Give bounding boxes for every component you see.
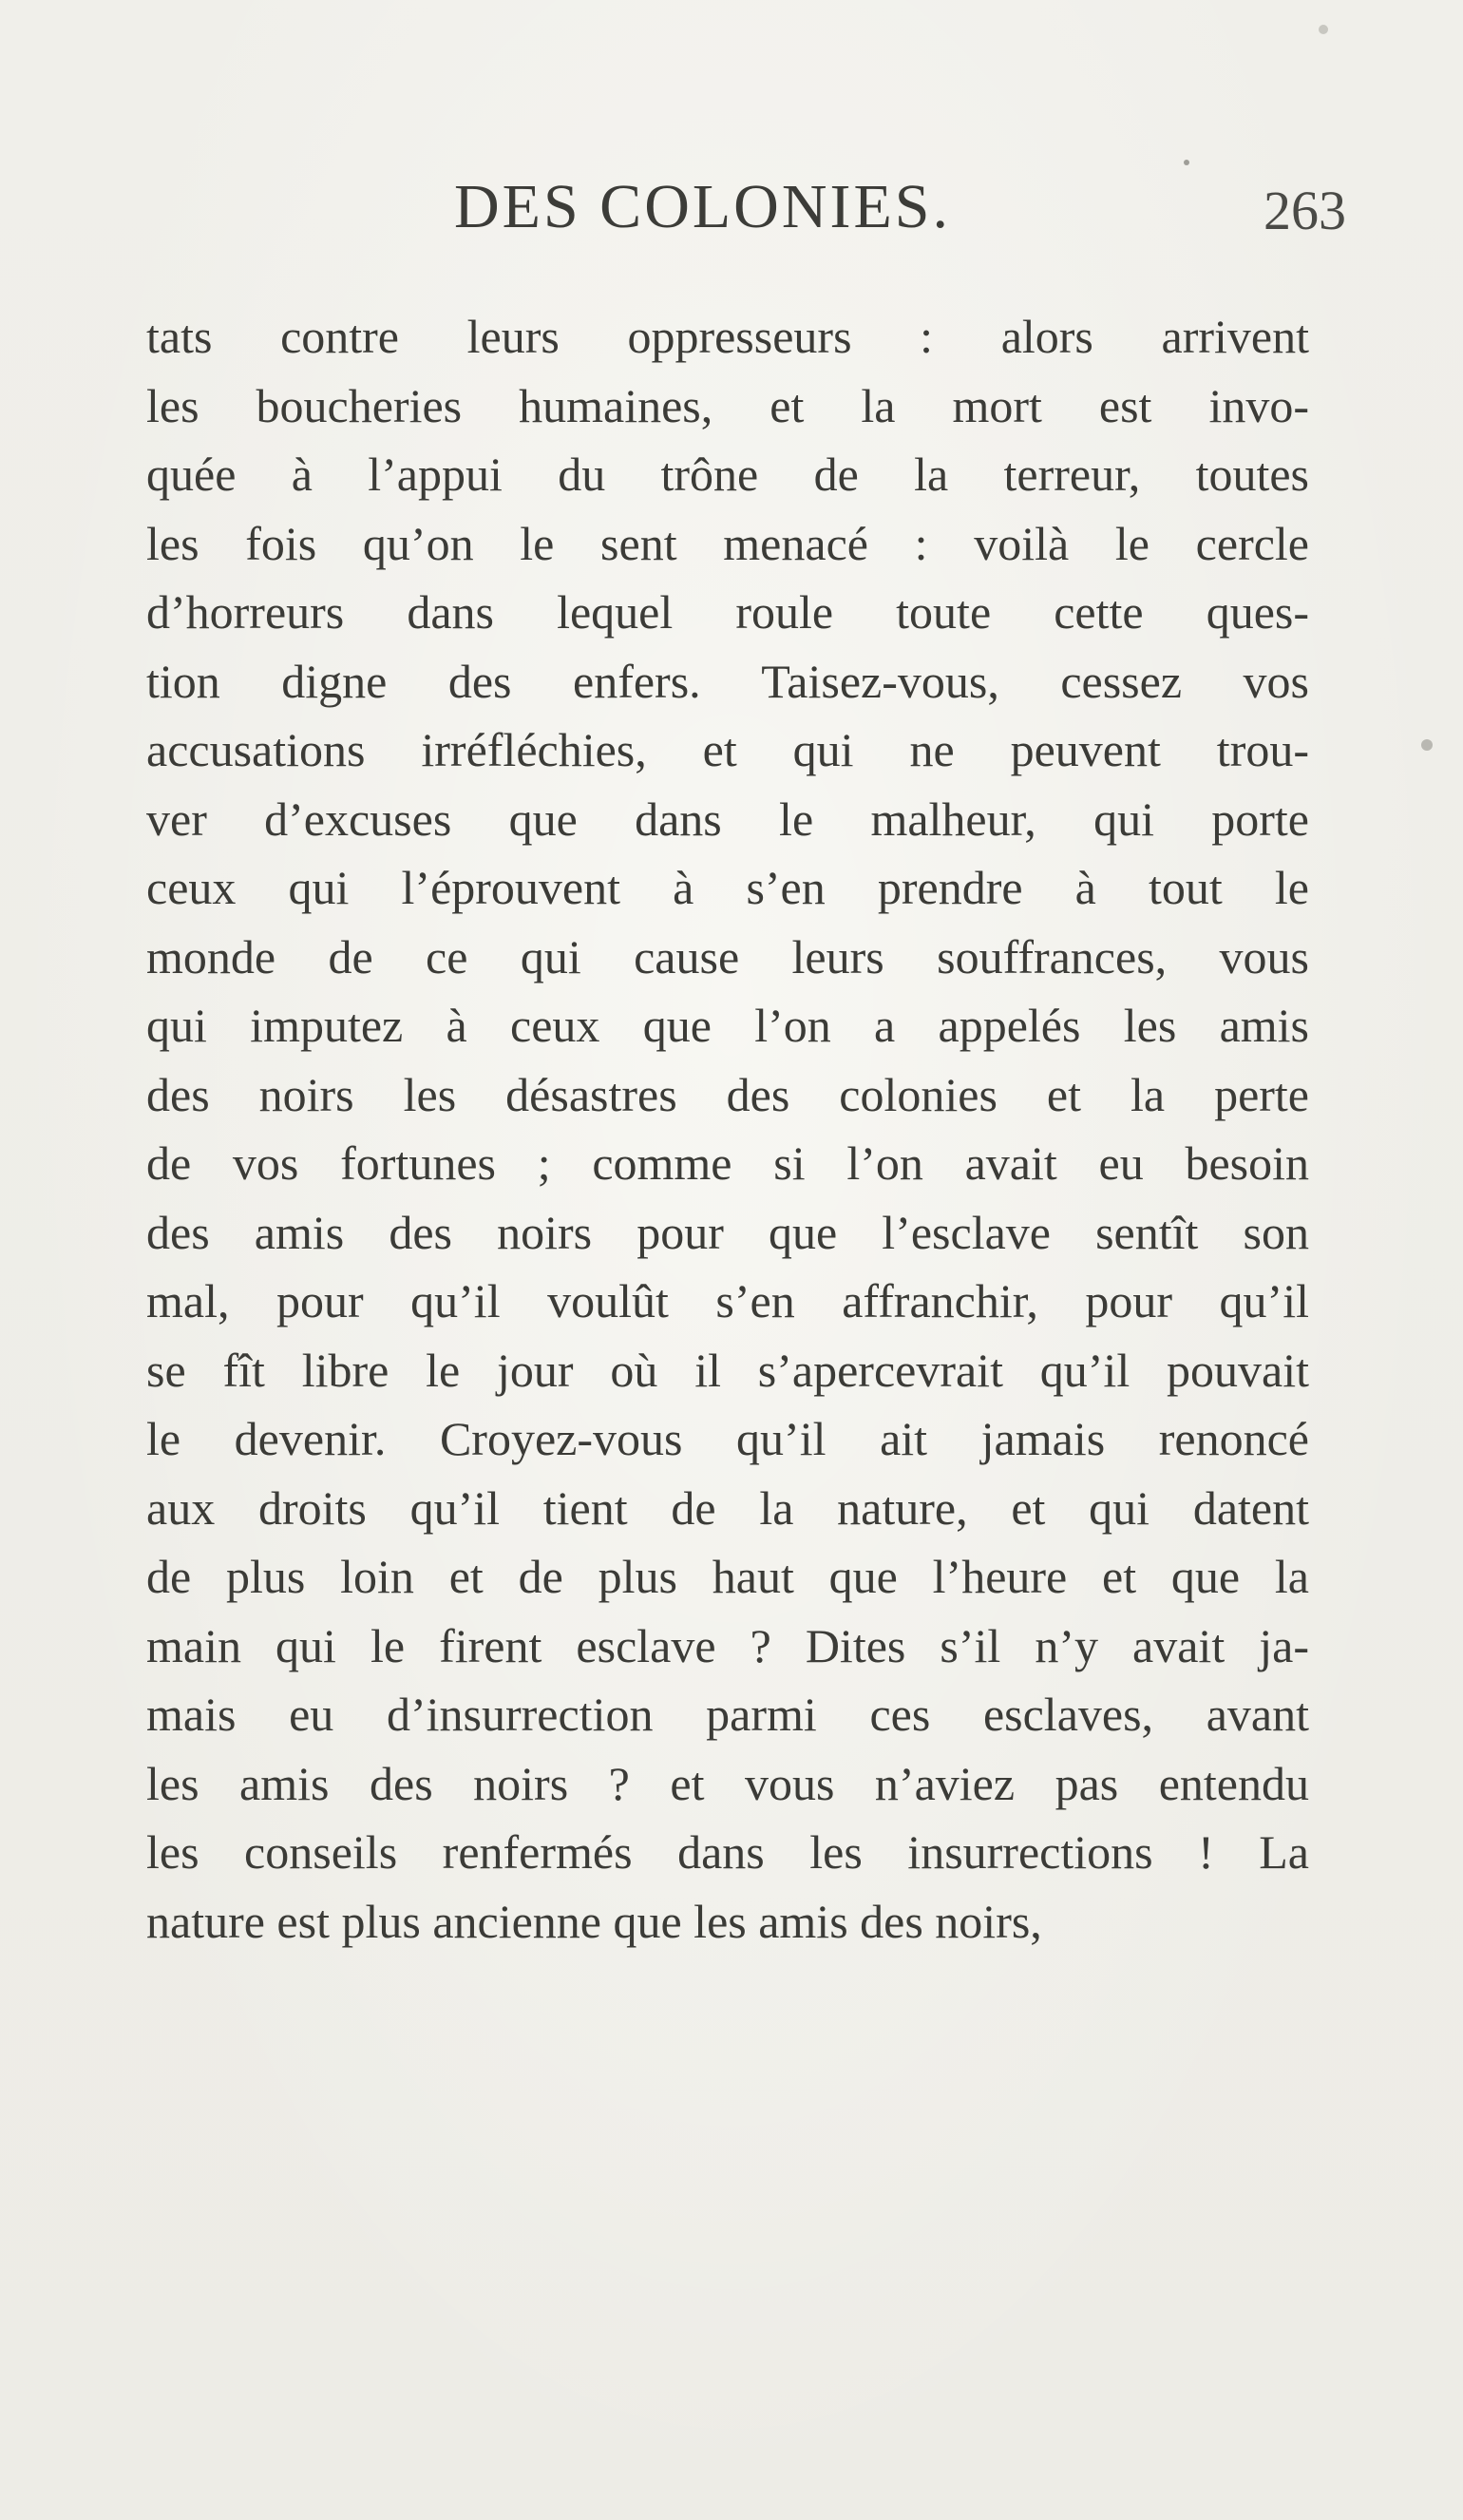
text-line: d’horreurs dans lequel roule toute cette ques- — [146, 585, 1309, 639]
text-line: se fît libre le jour où il s’apercevrait qu’il pouvait — [146, 1343, 1309, 1397]
running-title: DES COLONIES. — [454, 172, 952, 241]
page-number: 263 — [1264, 180, 1346, 241]
text-line: de plus loin et de plus haut que l’heure et que la — [146, 1550, 1309, 1603]
text-line: nature est plus ancienne que les amis des noirs, — [146, 1894, 1042, 1948]
text-line: tion digne des enfers. Taisez-vous, cessez vos — [146, 654, 1309, 708]
text-line: de vos fortunes ; comme si l’on avait eu besoin — [146, 1136, 1309, 1190]
paper-speck — [1319, 25, 1328, 34]
text-line: main qui le firent esclave ? Dites s’il n’y avait ja- — [146, 1618, 1309, 1672]
text-line: mal, pour qu’il voulût s’en affranchir, pour qu’il — [146, 1274, 1309, 1327]
text-line: ceux qui l’éprouvent à s’en prendre à tout le — [146, 861, 1309, 914]
text-line: des noirs les désastres des colonies et la perte — [146, 1067, 1309, 1121]
text-line: les boucheries humaines, et la mort est invo- — [146, 378, 1309, 432]
text-line: qui imputez à ceux que l’on a appelés les amis — [146, 999, 1309, 1052]
text-line: tats contre leurs oppresseurs : alors arrivent — [146, 310, 1309, 363]
text-line: accusations irréfléchies, et qui ne peuvent trou- — [146, 723, 1309, 776]
text-line: les conseils renfermés dans les insurrections ! La — [146, 1825, 1309, 1879]
text-line: quée à l’appui du trône de la terreur, toutes — [146, 448, 1309, 501]
text-line: les amis des noirs ? et vous n’aviez pas entendu — [146, 1756, 1309, 1810]
text-line: les fois qu’on le sent menacé : voilà le cercle — [146, 516, 1309, 570]
paper-speck — [1184, 160, 1189, 165]
body-text — [146, 302, 1309, 1956]
text-line: aux droits qu’il tient de la nature, et qui datent — [146, 1480, 1309, 1535]
text-line: ver d’excuses que dans le malheur, qui porte — [146, 792, 1309, 846]
text-line: le devenir. Croyez-vous qu’il ait jamais renoncé — [146, 1412, 1309, 1465]
paper-speck — [1421, 739, 1433, 751]
text-line: mais eu d’insurrection parmi ces esclaves, avant — [146, 1688, 1309, 1741]
running-head — [0, 169, 1463, 245]
text-line: monde de ce qui cause leurs souffrances, vous — [146, 929, 1309, 983]
text-line: des amis des noirs pour que l’esclave sentît son — [146, 1205, 1309, 1259]
